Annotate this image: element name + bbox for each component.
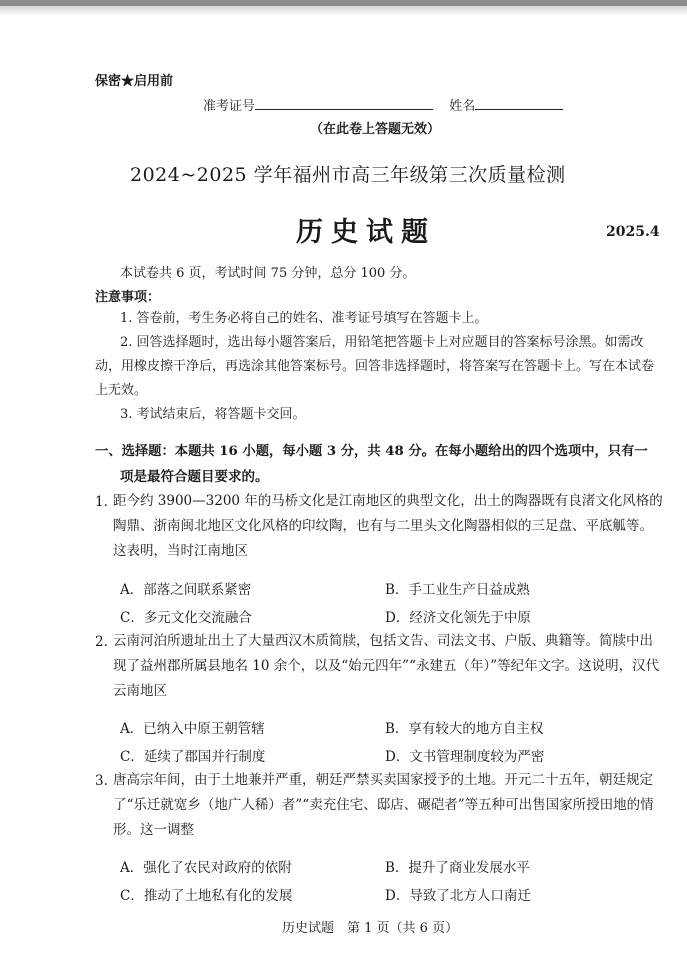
name-blank[interactable]: [475, 96, 563, 110]
note-item-3: 3. 考试结束后，将答题卡交回。: [120, 407, 306, 422]
question-option[interactable]: B．提升了商业发展水平: [385, 860, 530, 876]
name-label: 姓名: [449, 99, 476, 114]
question-stem: 唐高宗年间，由于土地兼并严重，朝廷严禁买卖国家授予的土地。开元二十五年，朝廷规定了“乐迁就宽乡（地广人稀）者”“卖充住宅、邸店、碾硙者”等五种可出售国家所授田地的情形。这一调整: [113, 772, 654, 838]
note-item-1: 1. 答卷前，考生务必将自己的姓名、准考证号填写在答题卡上。: [120, 311, 488, 326]
exam-id-label: 准考证号: [203, 99, 256, 114]
question-option[interactable]: A．强化了农民对政府的依附: [120, 860, 292, 876]
question-option[interactable]: D．导致了北方人口南迁: [385, 888, 531, 904]
answer-notice: （在此卷上答题无效）: [310, 122, 441, 137]
scan-shadow: [0, 6, 687, 16]
confidential-label: 保密★启用前: [95, 74, 174, 89]
subject-title: 历史试题: [296, 217, 436, 248]
question-option[interactable]: B．享有较大的地方自主权: [385, 721, 544, 737]
exam-date: 2025.4: [606, 224, 660, 240]
question-option[interactable]: C．延续了郡国并行制度: [120, 749, 266, 765]
notes-heading: 注意事项：: [95, 290, 161, 305]
question-option[interactable]: C．多元文化交流融合: [120, 610, 252, 626]
question-number: 2.: [95, 634, 108, 650]
question-option[interactable]: A．部落之间联系紧密: [120, 582, 252, 598]
question-stem: 距今约 3900—3200 年的马桥文化是江南地区的典型文化，出土的陶器既有良渚文化风格的陶鼎、浙南闽北地区文化风格的印纹陶，也有与二里头文化陶器相似的三足盘、平底觚等。这表明，当时江南地区: [113, 493, 663, 559]
question-option[interactable]: D．经济文化领先于中原: [385, 610, 531, 626]
exam-id-row: [203, 95, 563, 114]
question-option[interactable]: A．已纳入中原王朝管辖: [120, 721, 265, 737]
exam-id-blank[interactable]: [255, 96, 433, 110]
section-heading-line2: 项是最符合题目要求的。: [120, 469, 269, 485]
question-option[interactable]: C．推动了土地私有化的发展: [120, 888, 293, 904]
question-number: 3.: [95, 773, 108, 789]
page-footer: 历史试题 第 1 页（共 6 页）: [282, 921, 459, 936]
note-item-2: 2. 回答选择题时，选出每小题答案后，用铅笔把答题卡上对应题目的答案标号涂黑。如需改动，用橡皮擦干净后，再选涂其他答案标号。回答非选择题时，将答案写在答题卡上。写在本试卷上无效。: [95, 335, 655, 398]
question-option[interactable]: D．文书管理制度较为严密: [385, 749, 545, 765]
exam-title: 2024~2025 学年福州市高三年级第三次质量检测: [130, 164, 566, 186]
question-option[interactable]: B．手工业生产日益成熟: [385, 582, 530, 598]
intro-text: 本试卷共 6 页，考试时间 75 分钟，总分 100 分。: [120, 266, 416, 281]
question-stem: 云南河泊所遗址出土了大量西汉木质简牍，包括文告、司法文书、户版、典籍等。简牍中出现了益州郡所属县地名 10 余个，以及“始元四年”“永建五（年）”等纪年文字。这说明，汉代云南地区: [113, 633, 660, 699]
question-number: 1.: [95, 494, 108, 510]
section-heading-line1: 一、选择题：本题共 16 小题，每小题 3 分，共 48 分。在每小题给出的四个选项中，只有一: [95, 444, 648, 459]
